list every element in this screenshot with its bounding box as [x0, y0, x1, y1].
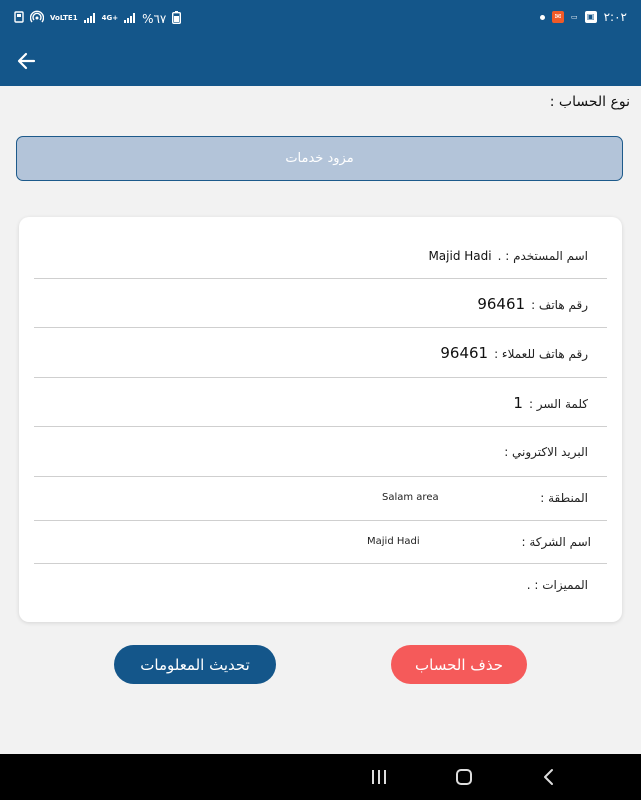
account-info-card	[19, 217, 622, 622]
email-label: البريد الاكتروني :	[504, 445, 588, 459]
features-label: المميزات : .	[526, 578, 588, 592]
region-label: المنطقة :	[540, 491, 588, 505]
company-label: اسم الشركة :	[521, 535, 591, 549]
status-left	[14, 10, 181, 27]
chevron-left-icon	[538, 767, 560, 787]
company-value: Majid Hadi	[367, 536, 420, 547]
back-button[interactable]	[14, 48, 40, 74]
gallery-icon: ▣	[585, 11, 597, 23]
phone-field	[477, 295, 588, 313]
customer-phone-field	[440, 344, 588, 362]
account-type-label: نوع الحساب :	[549, 94, 630, 110]
dot-icon	[540, 15, 545, 20]
recent-apps-icon	[368, 767, 390, 787]
recent-apps-button[interactable]	[368, 767, 390, 787]
arrow-left-icon	[14, 48, 40, 74]
status-right	[540, 10, 627, 24]
username-field	[428, 249, 588, 263]
status-time: ٢:٠٢	[603, 10, 627, 24]
email-field	[498, 445, 588, 459]
delete-account-button[interactable]	[391, 645, 527, 684]
region-value: Salam area	[382, 492, 439, 503]
username-value: Majid Hadi	[428, 249, 492, 263]
account-type-value: مزود خدمات	[285, 151, 354, 166]
divider	[34, 476, 607, 477]
drive-icon: ▭	[570, 12, 578, 21]
battery-text: %٦٧	[142, 11, 167, 26]
save-icon	[14, 11, 24, 26]
update-info-button[interactable]	[114, 645, 276, 684]
notification-icon: ✉	[552, 11, 564, 23]
signal-4g-icon: 4G+	[101, 14, 119, 22]
divider	[34, 278, 607, 279]
signal-icon	[84, 12, 96, 26]
hotspot-icon	[30, 10, 44, 27]
password-field	[513, 394, 588, 412]
back-nav-button[interactable]	[538, 767, 560, 787]
customer-phone-value: 96461	[440, 344, 489, 362]
divider	[34, 327, 607, 328]
account-type-button[interactable]	[16, 136, 623, 181]
app-bar	[0, 36, 641, 86]
divider	[34, 377, 607, 378]
phone-label: رقم هاتف :	[531, 298, 588, 312]
divider	[34, 426, 607, 427]
battery-icon	[172, 11, 181, 27]
customer-phone-label: رقم هاتف للعملاء :	[494, 347, 588, 361]
password-value: 1	[513, 394, 523, 412]
divider	[34, 520, 607, 521]
phone-value: 96461	[477, 295, 526, 313]
signal-icon-2	[124, 12, 136, 26]
home-icon	[453, 767, 475, 787]
password-label: كلمة السر :	[528, 397, 588, 411]
volte-icon: VoLTE1	[50, 14, 78, 22]
delete-account-label: حذف الحساب	[415, 655, 503, 674]
update-info-label: تحديث المعلومات	[140, 655, 250, 674]
divider	[34, 563, 607, 564]
home-button[interactable]	[453, 767, 475, 787]
status-bar	[0, 0, 641, 36]
system-nav-bar	[0, 754, 641, 800]
username-label: اسم المستخدم : .	[497, 249, 588, 263]
